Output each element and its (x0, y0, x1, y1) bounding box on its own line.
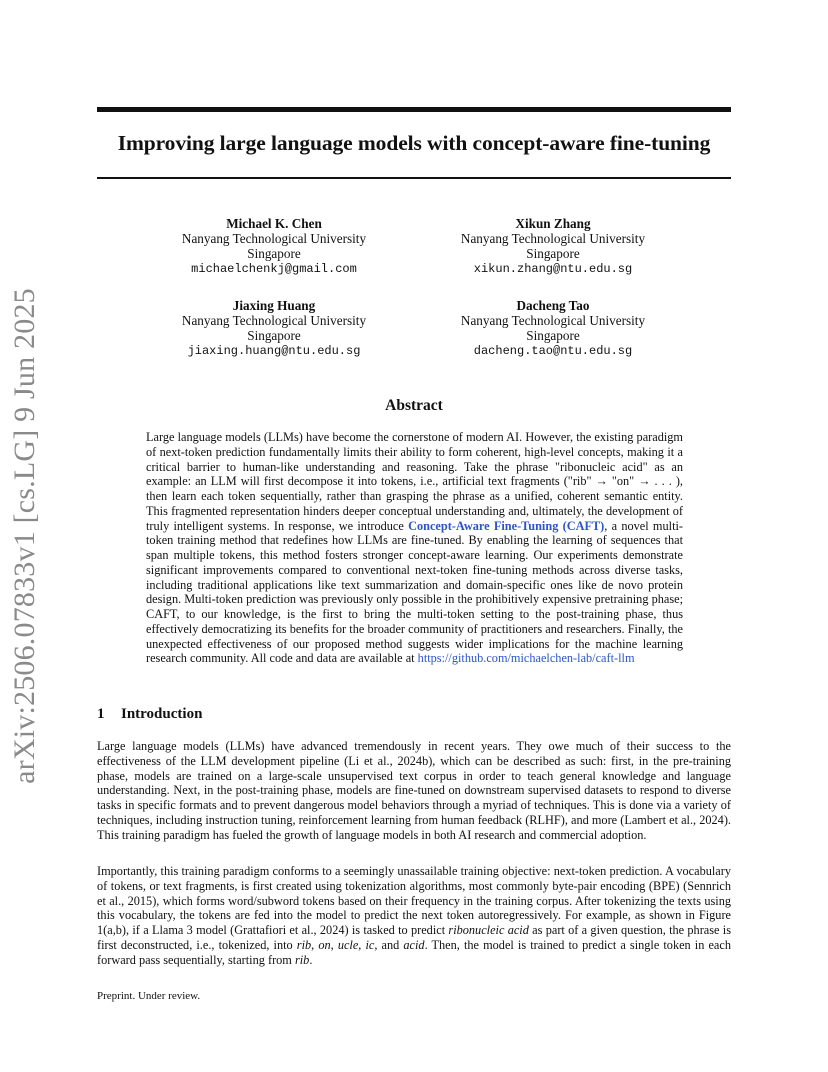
paragraph-text: . (309, 952, 313, 967)
code-repository-link[interactable]: https://github.com/michaelchen-lab/caft-llm (417, 651, 635, 666)
separator: , (330, 937, 338, 952)
separator: , (358, 937, 366, 952)
italic-term: ribonucleic acid (448, 923, 529, 937)
author-block (144, 216, 404, 277)
author-name: Xikun Zhang (515, 216, 591, 231)
token-example: acid (403, 937, 425, 952)
author-affiliation: Nanyang Technological University (460, 313, 646, 329)
author-block (423, 216, 683, 277)
separator: , (311, 937, 319, 952)
token-example: on (318, 937, 331, 952)
token-example: ic (365, 937, 375, 952)
author-name: Michael K. Chen (226, 216, 322, 231)
abstract-heading: Abstract (385, 397, 443, 414)
author-affiliation: Nanyang Technological University (181, 313, 367, 329)
abstract-body (146, 430, 683, 666)
arxiv-id-text: arXiv:2506.07833v1 [cs.LG] 9 Jun 2025 (8, 288, 41, 784)
paper-title: Improving large language models with concept-aware fine-tuning (117, 131, 711, 155)
section-heading (97, 706, 202, 723)
abstract-text: , a novel multi-token training method that redefines how LLMs are fine-tuned. By enabling the learning of sequences that span multiple tokens, this method fosters stronger concept-aware learning. Our experiments demonstrate significant improvements compared to conventional next-token fine-tuning methods across diverse tasks, including traditional applications like text summarization and domain-specific ones like de novo protein design. Multi-token prediction was previously only possible in the prohibitively expensive pretraining phase; CAFT, to our knowledge, is the first to bring the multi-token setting to the post-training phase, thus effectively democratizing its benefits for the broader community of practitioners and researchers. Finally, the unexpected effectiveness of our proposed method suggests wider implications for the machine learning research community. All code and data are available at (146, 518, 683, 666)
author-name: Jiaxing Huang (232, 298, 316, 313)
title-bottom-rule (97, 177, 731, 179)
author-name: Dacheng Tao (516, 298, 590, 313)
author-location: Singapore (526, 246, 580, 262)
author-block (423, 298, 683, 359)
token-example: rib (294, 952, 310, 967)
author-email[interactable]: xikun.zhang@ntu.edu.sg (473, 261, 633, 276)
token-example: ucle (337, 937, 359, 952)
author-email[interactable]: michaelchenkj@gmail.com (191, 261, 357, 276)
author-block (144, 298, 404, 359)
paragraph-text: . Then, the model is trained to predict a single token in each forward pass sequentially, starting from (97, 937, 731, 967)
title-top-rule (97, 107, 731, 112)
author-affiliation: Nanyang Technological University (181, 231, 367, 247)
author-email[interactable]: jiaxing.huang@ntu.edu.sg (187, 343, 361, 358)
token-example: rib (296, 937, 312, 952)
separator: , and (374, 937, 404, 952)
arxiv-identifier-sidebar (2, 288, 48, 784)
section-number: 1 (97, 706, 105, 722)
author-email[interactable]: dacheng.tao@ntu.edu.sg (473, 343, 633, 358)
paragraph-text: as part of a given question, the phrase is first deconstructed, i.e., tokenized, into (97, 923, 732, 952)
author-location: Singapore (526, 328, 580, 344)
abstract-text: Large language models (LLMs) have become the cornerstone of modern AI. However, the existing paradigm of next-token prediction fundamentally limits their ability to form coherent, high-level concepts, making it a critical barrier to human-like understanding and reasoning. Take the phrase "ribonucleic acid" as an example: an LLM will first decompose it into tokens, i.e., artificial text fragments ("rib" → "on" → . . . ), then learn each token sequentially, rather than grasping the phrase as a unified, coherent semantic entity. This fragmented representation hinders deeper conceptual understanding and, ultimately, the development of truly intelligent systems. In response, we introduce (146, 430, 683, 533)
author-location: Singapore (247, 328, 301, 344)
author-location: Singapore (247, 246, 301, 262)
author-affiliation: Nanyang Technological University (460, 231, 646, 247)
paragraph: Large language models (LLMs) have advanced tremendously in recent years. They owe much of their success to the effectiveness of the LLM development pipeline (Li et al., 2024b), which can be described as such: first, in the pre-training phase, models are trained on a large-scale unsupervised text corpus in order to teach general knowledge and language understanding. Next, in the post-training phase, models are fine-tuned on downstream supervised datasets to respond to diverse tasks in specific formats and to prevent dangerous model behaviors through a myriad of techniques. This is done via a variety of techniques, including instruction tuning, reinforcement learning from human feedback (RLHF), and more (Lambert et al., 2024). This training paradigm has fueled the growth of language models in both AI research and commercial adoption. (97, 739, 731, 842)
paragraph (97, 864, 731, 967)
section-title: Introduction (121, 706, 203, 722)
paragraph-text: Importantly, this training paradigm conforms to a seemingly unassailable training objective: next-token prediction. A vocabulary of tokens, or text fragments, is first created using tokenization algorithms, most commonly byte-pair encoding (BPE) (Sennrich et al., 2015), which forms word/subword tokens based on their frequency in the training corpus. After tokenizing the texts using this vocabulary, the tokens are fed into the model to predict the next token autoregressively. For example, as shown in Figure 1(a,b), if a Llama 3 model (Grattafiori et al., 2024) is tasked to predict (97, 864, 731, 937)
method-name-link[interactable]: Concept-Aware Fine-Tuning (CAFT) (408, 518, 605, 533)
preprint-footer: Preprint. Under review. (97, 990, 201, 1002)
